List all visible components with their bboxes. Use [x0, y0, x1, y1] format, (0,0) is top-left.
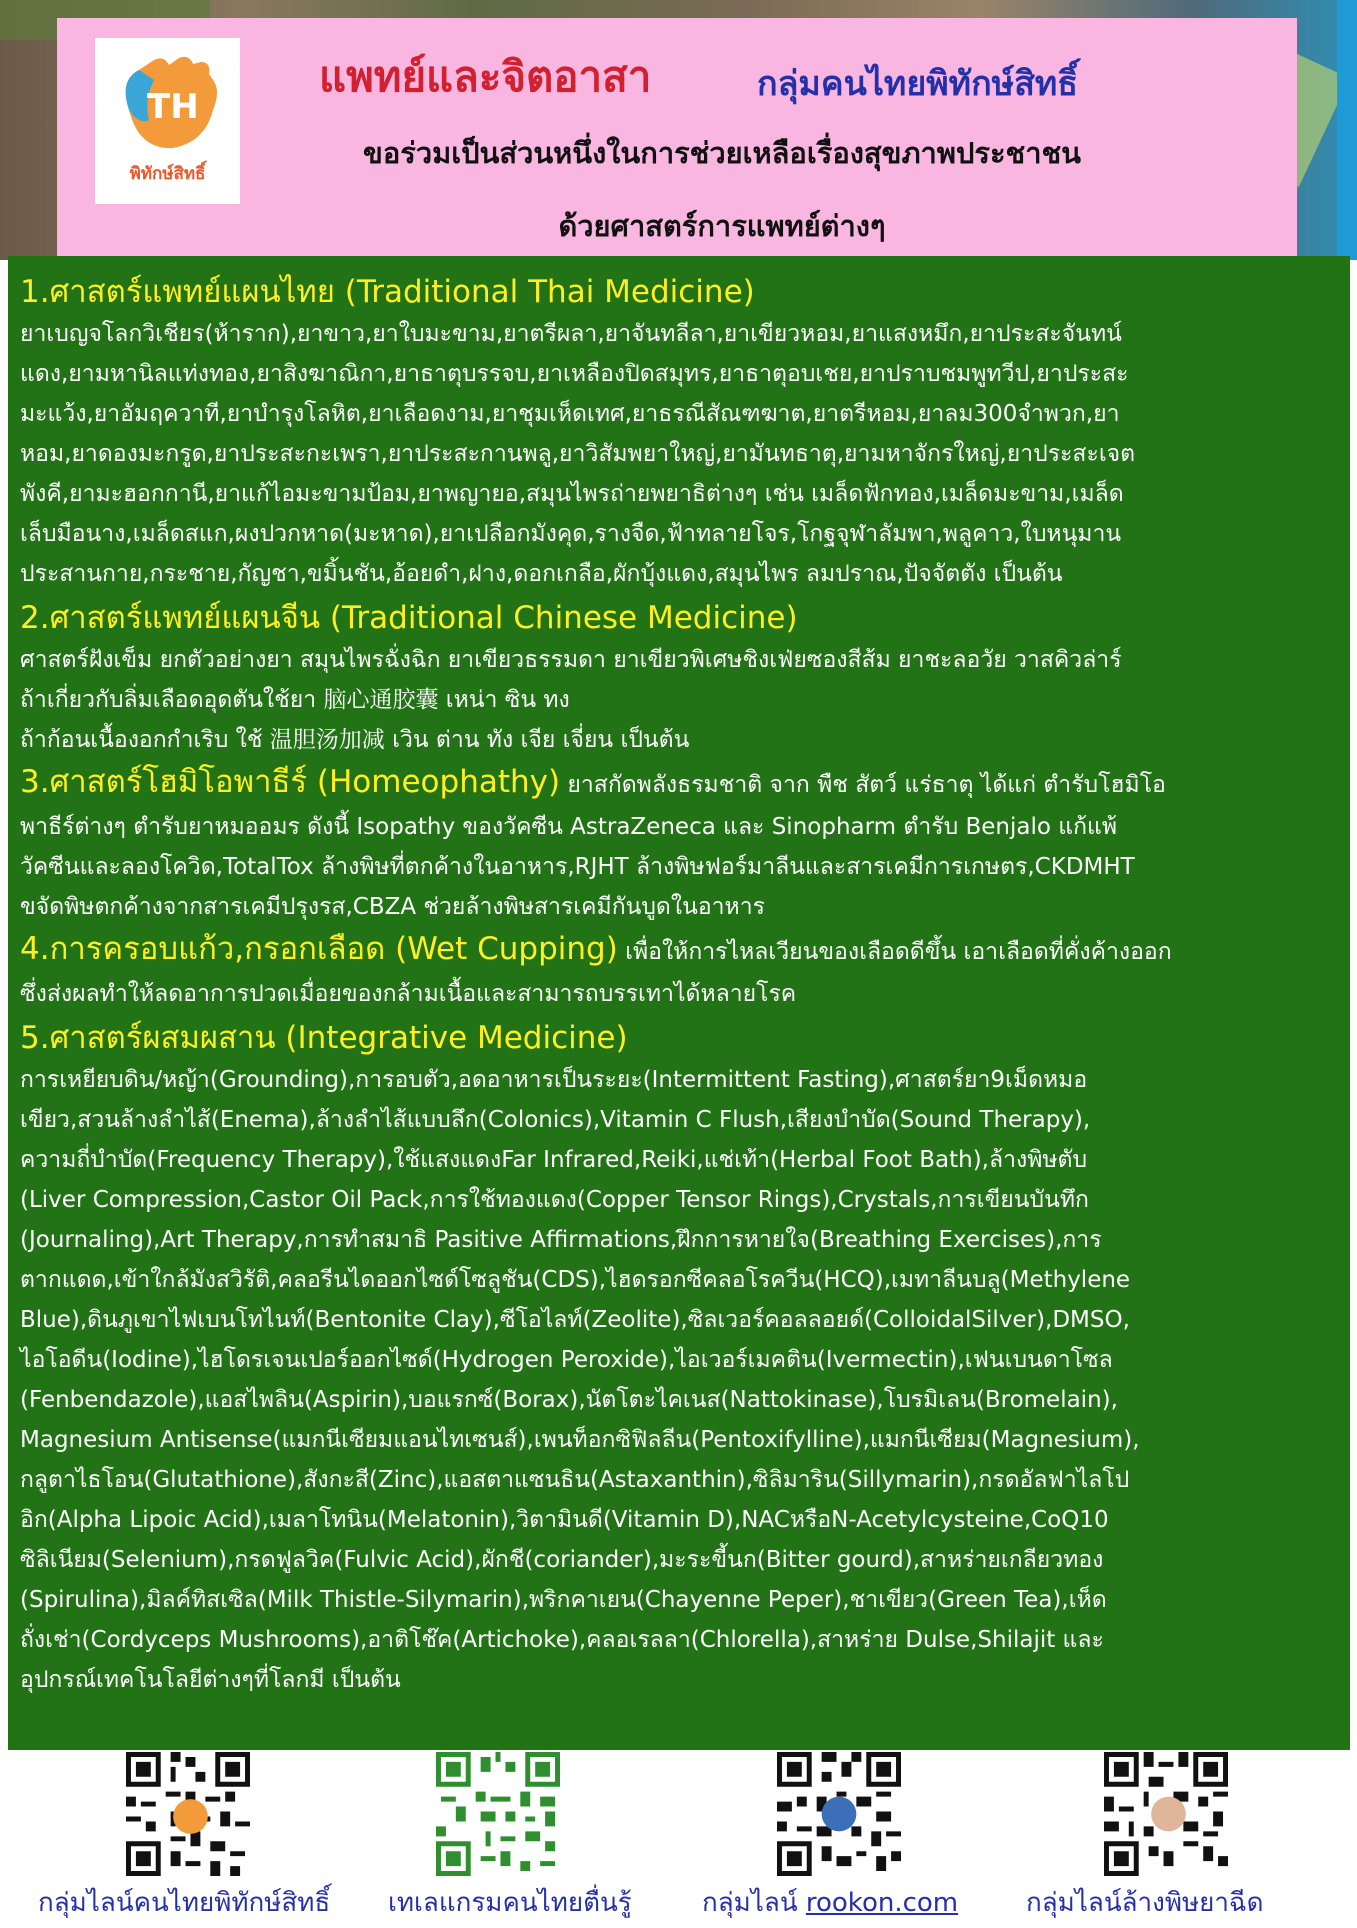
qr-code-icon — [1104, 1752, 1228, 1876]
text-line: เล็บมือนาง,เมล็ดสแก,ผงปวกหาด(มะหาด),ยาเปลือกมังคุด,รางจืด,ฟ้าทลายโจร,โกฐจุฬาลัมพา,พลูคาว,ใบหนุมาน — [20, 521, 1122, 547]
text-line: ความถี่บำบัด(Frequency Therapy),ใช้แสงแดงFar Infrared,Reiki,แช่เท้า(Herbal Foot Bath),ล้างพิษตับ — [20, 1147, 1088, 1173]
section-wet-cupping — [20, 927, 1338, 1014]
page-title: แพทย์และจิตอาสา — [319, 52, 652, 101]
text-line: พังคี,ยามะฮอกกานี,ยาแก้ไอมะขามป้อม,ยาพญายอ,สมุนไพรถ่ายพยาธิต่างๆ เช่น เมล็ดฟักทอง,เมล็ดมะขาม,เมล็ด — [20, 481, 1124, 507]
qr-label-telegram: เทเลแกรมคนไทยตื่นรู้ — [388, 1888, 632, 1918]
subtitle-line1: ขอร่วมเป็นส่วนหนึ่งในการช่วยเหลือเรื่องสุขภาพประชาชน — [363, 136, 1081, 170]
text-line: พาธีร์ต่างๆ ตำรับยาหมออมร ดังนี้ Isopathy ของวัคซีน AstraZeneca และ Sinopharm ตำรับ Benjalo แก้แพ้ — [20, 814, 1117, 840]
section-homeopathy — [20, 760, 1338, 927]
text-line: ถ้าก้อนเนื้องอกกำเริบ ใช้ 温胆汤加减 เวิน ต่าน ทัง เจีย เจี่ยน เป็นต้น — [20, 727, 690, 753]
hand-logo-icon — [109, 50, 227, 160]
text-line: (Spirulina),มิลค์ทิสเซิล(Milk Thistle-Silymarin),พริกคาเยน(Chayenne Peper),ชาเขียว(Green Tea),เห็ด — [20, 1587, 1107, 1613]
main-content-panel — [8, 256, 1350, 1750]
qr-label-prefix: กลุ่มไลน์ — [702, 1888, 806, 1918]
qr-code-telegram[interactable] — [436, 1752, 560, 1876]
qr-code-icon — [126, 1752, 250, 1876]
rookon-link[interactable]: rookon.com — [805, 1888, 959, 1918]
text-line: มะแว้ง,ยาอัมฤควาที,ยาบำรุงโลหิต,ยาเลือดงาม,ยาชุมเห็ดเทศ,ยาธรณีสัณฑฆาต,ยาตรีหอม,ยาลม300จำพวก,ยา — [20, 401, 1120, 427]
subtitle-line2: ด้วยศาสตร์การแพทย์ต่างๆ — [558, 209, 886, 243]
text-line: Magnesium Antisense(แมกนีเซียมแอนไทเซนส์),เพนท็อกซิฟิลลีน(Pentoxifylline),แมกนีเซียม(Magnesium), — [20, 1427, 1140, 1453]
text-line: อิก(Alpha Lipoic Acid),เมลาโทนิน(Melatonin),วิตามินดี(Vitamin D),NACหรือN-Acetylcysteine,CoQ10 — [20, 1507, 1109, 1533]
qr-code-icon — [777, 1752, 901, 1876]
text-line: ถั่งเช่า(Cordyceps Mushrooms),อาติโช๊ค(Artichoke),คลอเรลลา(Chlorella),สาหร่าย Dulse,Shilajit และ — [20, 1627, 1104, 1653]
text-line: (Fenbendazole),แอสไพลิน(Aspirin),บอแรกซ์(Borax),นัตโตะไคเนส(Nattokinase),โบรมิเลน(Bromelain), — [20, 1387, 1118, 1413]
text-line: ยาเบญจโลกวิเชียร(ห้าราก),ยาขาว,ยาใบมะขาม,ยาตรีผลา,ยาจันทลีลา,ยาเขียวหอม,ยาแสงหมึก,ยาประสะจันทน์ — [20, 321, 1122, 347]
section-chinese-medicine — [20, 596, 1338, 760]
text-line: การเหยียบดิน/หญ้า(Grounding),การอบตัว,อดอาหารเป็นระยะ(Intermittent Fasting),ศาสตร์ยา9เม็ดหมอ — [20, 1067, 1088, 1093]
text-line: (Liver Compression,Castor Oil Pack,การใช้ทองแดง(Copper Tensor Rings),Crystals,การเขียนบันทึก — [20, 1187, 1089, 1213]
text-line: ซึ่งส่งผลทำให้ลดอาการปวดเมื่อยของกล้ามเนื้อและสามารถบรรเทาได้หลายโรค — [20, 981, 797, 1007]
section-title: 1.ศาสตร์แพทย์แผนไทย (Traditional Thai Medicine) — [20, 274, 755, 310]
text-line: อุปกรณ์เทคโนโลยีต่างๆที่โลกมี เป็นต้น — [20, 1667, 401, 1693]
qr-label-detox-group: กลุ่มไลน์ล้างพิษยาฉีด — [1026, 1888, 1264, 1918]
svg-text:TH: TH — [147, 87, 199, 127]
text-line: วัคซีนและลองโควิด,TotalTox ล้างพิษที่ตกค้างในอาหาร,RJHT ล้างพิษฟอร์มาลีนและสารเคมีการเกษตร,CKDMHT — [20, 854, 1135, 880]
section-body — [20, 1060, 1338, 1700]
section-title: 2.ศาสตร์แพทย์แผนจีน (Traditional Chinese Medicine) — [20, 600, 798, 636]
text-line: ศาสตร์ฝังเข็ม ยกตัวอย่างยา สมุนไพรฉั่งฉิก ยาเขียวธรรมดา ยาเขียวพิเศษชิงเฟ่ยซองสีส้ม ยาชะลอวัย วาสคิวล่าร์ — [20, 647, 1122, 673]
qr-code-line-group[interactable] — [126, 1752, 250, 1876]
logo-text: พิทักษ์สิทธิ์ — [129, 164, 206, 184]
section-body — [20, 640, 1338, 760]
qr-code-detox-group[interactable] — [1104, 1752, 1228, 1876]
section-title-line — [20, 927, 1338, 974]
qr-code-rookon[interactable] — [777, 1752, 901, 1876]
section-title: 3.ศาสตร์โฮมิโอพาธีร์ (Homeophathy) — [20, 764, 561, 800]
qr-code-icon — [436, 1752, 560, 1876]
section-title-line — [20, 760, 1338, 807]
text-line: ยาสกัดพลังธรมชาติ จาก พืช สัตว์ แร่ธาตุ ได้แก่ ตำรับโฮมิโอ — [560, 772, 1166, 798]
text-line: ซิลิเนียม(Selenium),กรดฟูลวิค(Fulvic Acid),ผักชี(coriander),มะระขี้นก(Bitter gourd),สาหร่ายเกลียวทอง — [20, 1547, 1104, 1573]
text-line: ไอโอดีน(Iodine),ไฮโดรเจนเปอร์ออกไซด์(Hydrogen Peroxide),ไอเวอร์เมคติน(Ivermectin),เฟนเบนดาโซล — [20, 1347, 1113, 1373]
group-name: กลุ่มคนไทยพิทักษ์สิทธิ์ — [757, 64, 1078, 104]
section-integrative-medicine — [20, 1016, 1338, 1700]
text-line: Blue),ดินภูเขาไฟเบนโทไนท์(Bentonite Clay),ซีโอไลท์(Zeolite),ซิลเวอร์คอลลอยด์(ColloidalSilver),DMSO, — [20, 1307, 1130, 1333]
text-line: ตากแดด,เข้าใกล้มังสวิรัติ,คลอรีนไดออกไซด์โซลูชัน(CDS),ไฮดรอกซีคลอโรควีน(HCQ),เมทาลีนบลู(Methylene — [20, 1267, 1131, 1293]
qr-label-rookon — [702, 1882, 958, 1923]
section-title: 5.ศาสตร์ผสมผสาน (Integrative Medicine) — [20, 1020, 628, 1056]
logo — [95, 38, 240, 204]
text-line: ขจัดพิษตกค้างจากสารเคมีปรุงรส,CBZA ช่วยล้างพิษสารเคมีกันบูดในอาหาร — [20, 894, 765, 920]
section-body — [20, 760, 1338, 927]
section-body — [20, 314, 1338, 594]
text-line: กลูตาไธโอน(Glutathione),สังกะสี(Zinc),แอสตาแซนธิน(Astaxanthin),ซิลิมาริน(Sillymarin),กรดอัลฟาไลโป — [20, 1467, 1130, 1493]
text-line: หอม,ยาดองมะกรูด,ยาประสะกะเพรา,ยาประสะกานพลู,ยาวิสัมพยาใหญ่,ยามันทธาตุ,ยามหาจักรใหญ่,ยาประสะเจต — [20, 441, 1136, 467]
decorative-stripe — [1337, 0, 1357, 260]
text-line: ประสานกาย,กระชาย,กัญชา,ขมิ้นชัน,อ้อยดำ,ฝาง,ดอกเกลือ,ผักบุ้งแดง,สมุนไพร ลมปราณ,ปัจจัตตัง เป็นต้น — [20, 561, 1063, 587]
section-title: 4.การครอบแก้ว,กรอกเลือด (Wet Cupping) — [20, 931, 618, 967]
text-line: เพื่อให้การไหลเวียนของเลือดดีขึ้น เอาเลือดที่คั่งค้างออก — [617, 939, 1172, 965]
text-line: (Journaling),Art Therapy,การทำสมาธิ Pasitive Affirmations,ฝึกการหายใจ(Breathing Exercises),การ — [20, 1227, 1102, 1253]
text-line: แดง,ยามหานิลแท่งทอง,ยาสิงฆาณิกา,ยาธาตุบรรจบ,ยาเหลืองปิดสมุทร,ยาธาตุอบเชย,ยาปราบชมพูทวีป,ยาประสะ — [20, 361, 1129, 387]
header-banner — [57, 18, 1297, 256]
qr-label-line-group: กลุ่มไลน์คนไทยพิทักษ์สิทธิ์ — [38, 1888, 331, 1918]
text-line: ถ้าเกี่ยวกับลิ่มเลือดอุดตันใช้ยา 脑心通胶囊 เหน่า ซิน ทง — [20, 687, 570, 713]
text-line: เขียว,สวนล้างลำไส้(Enema),ล้างลำไส้แบบลึก(Colonics),Vitamin C Flush,เสียงบำบัด(Sound Therapy), — [20, 1107, 1091, 1133]
section-thai-medicine — [20, 270, 1338, 594]
section-body — [20, 927, 1338, 1014]
qr-code-row — [0, 1752, 1357, 1928]
